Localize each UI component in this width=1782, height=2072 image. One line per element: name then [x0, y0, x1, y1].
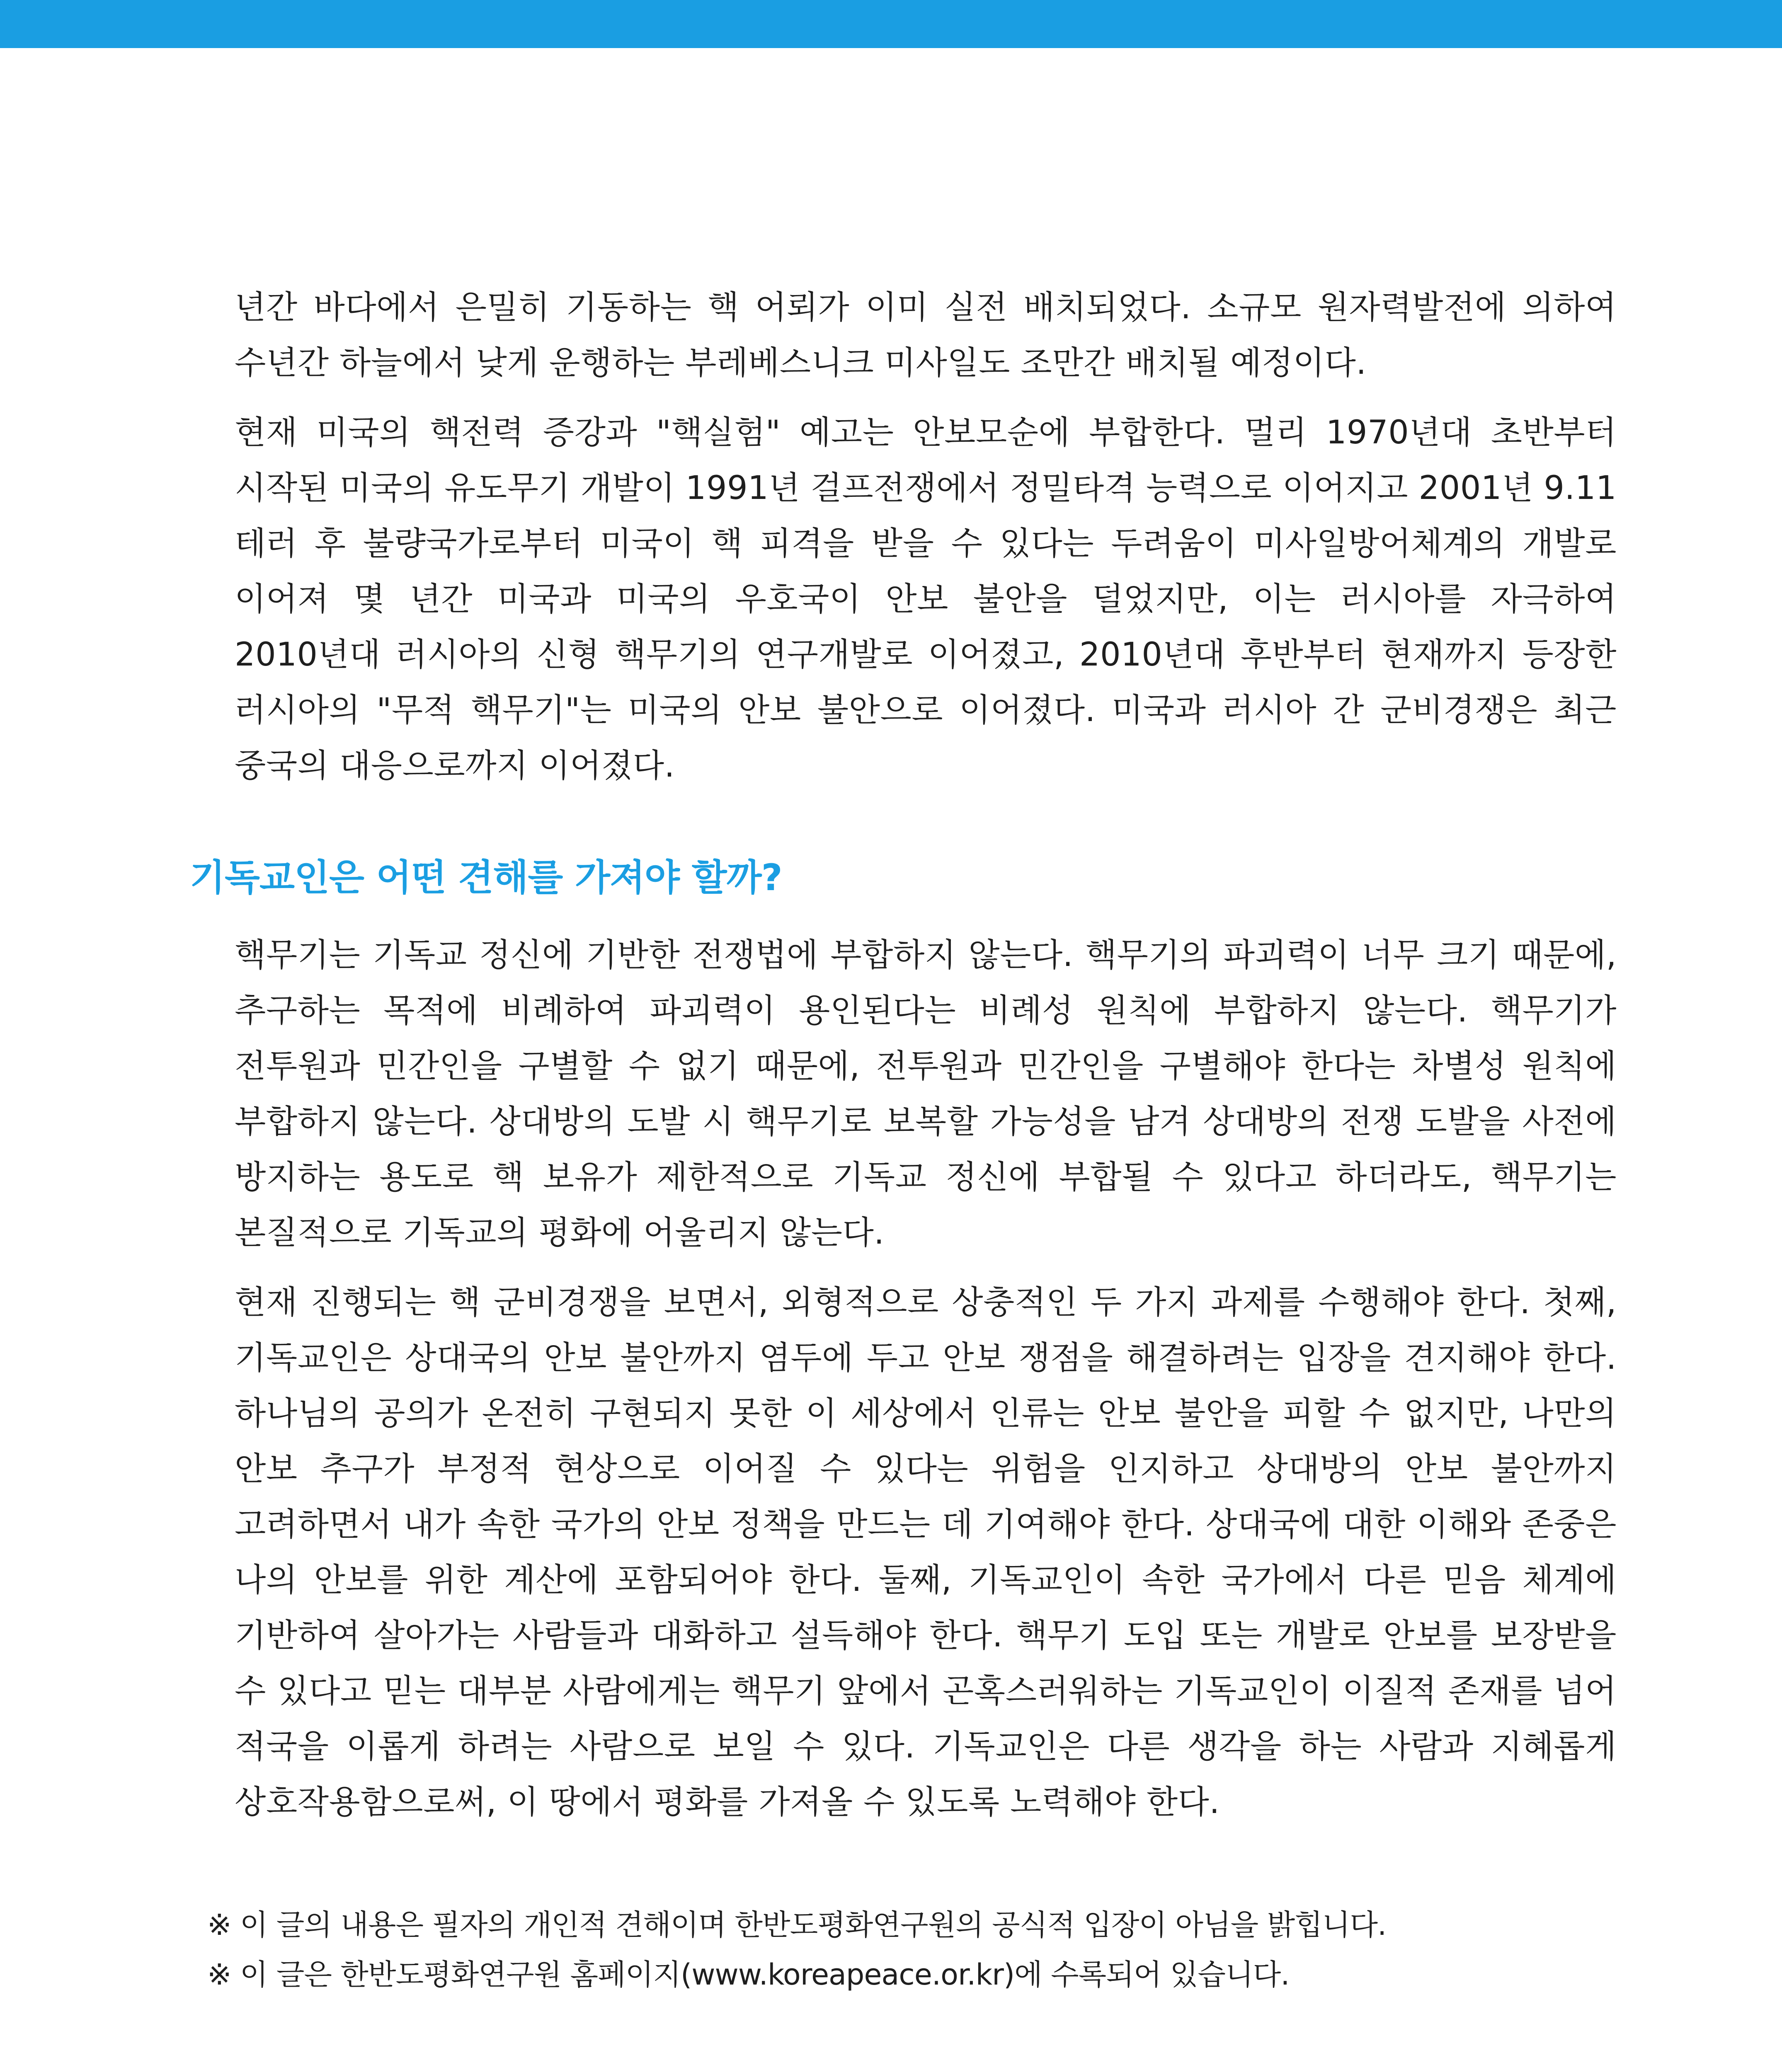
article-body-bottom	[235, 927, 1617, 1844]
disclaimer-notes	[207, 1900, 1658, 1999]
note-opinion: ※ 이 글의 내용은 필자의 개인적 견해이며 한반도평화연구원의 공식적 입장이 아님을 밝힙니다.	[207, 1908, 1387, 1942]
top-accent-bar	[0, 0, 1782, 48]
article-body-top	[235, 280, 1617, 808]
paragraph-3: 핵무기는 기독교 정신에 기반한 전쟁법에 부합하지 않는다. 핵무기의 파괴력이 너무 크기 때문에, 추구하는 목적에 비례하여 파괴력이 용인된다는 비례성 원칙에 부합하지 않는다. 핵무기가 전투원과 민간인을 구별할 수 없기 때문에, 전투원과 민간인을 구별해야 한다는 차별성 원칙에 부합하지 않는다. 상대방의 도발 시 핵무기로 보복할 가능성을 남겨 상대방의 전쟁 도발을 사전에 방지하는 용도로 핵 보유가 제한적으로 기독교 정신에 부합될 수 있다고 하더라도, 핵무기는 본질적으로 기독교의 평화에 어울리지 않는다.	[235, 937, 1617, 1251]
paragraph-4: 현재 진행되는 핵 군비경쟁을 보면서, 외형적으로 상충적인 두 가지 과제를 수행해야 한다. 첫째, 기독교인은 상대국의 안보 불안까지 염두에 두고 안보 쟁점을 해결하려는 입장을 견지해야 한다. 하나님의 공의가 온전히 구현되지 못한 이 세상에서 인류는 안보 불안을 피할 수 없지만, 나만의 안보 추구가 부정적 현상으로 이어질 수 있다는 위험을 인지하고 상대방의 안보 불안까지 고려하면서 내가 속한 국가의 안보 정책을 만드는 데 기여해야 한다. 상대국에 대한 이해와 존중은 나의 안보를 위한 계산에 포함되어야 한다. 둘째, 기독교인이 속한 국가에서 다른 믿음 체계에 기반하여 살아가는 사람들과 대화하고 설득해야 한다. 핵무기 도입 또는 개발로 안보를 보장받을 수 있다고 믿는 대부분 사람에게는 핵무기 앞에서 곤혹스러워하는 기독교인이 이질적 존재를 넘어 적국을 이롭게 하려는 사람으로 보일 수 있다. 기독교인은 다른 생각을 하는 사람과 지혜롭게 상호작용함으로써, 이 땅에서 평화를 가져올 수 있도록 노력해야 한다.	[235, 1284, 1617, 1821]
paragraph-2: 현재 미국의 핵전력 증강과 "핵실험" 예고는 안보모순에 부합한다. 멀리 1970년대 초반부터 시작된 미국의 유도무기 개발이 1991년 걸프전쟁에서 정밀타격 능력으로 이어지고 2001년 9.11 테러 후 불량국가로부터 미국이 핵 피격을 받을 수 있다는 두려움이 미사일방어체계의 개발로 이어져 몇 년간 미국과 미국의 우호국이 안보 불안을 덜었지만, 이는 러시아를 자극하여 2010년대 러시아의 신형 핵무기의 연구개발로 이어졌고, 2010년대 후반부터 현재까지 등장한 러시아의 "무적 핵무기"는 미국의 안보 불안으로 이어졌다. 미국과 러시아 간 군비경쟁은 최근 중국의 대응으로까지 이어졌다.	[235, 414, 1617, 784]
section-heading: 기독교인은 어떤 견해를 가져야 할까?	[190, 856, 782, 899]
paragraph-1: 년간 바다에서 은밀히 기동하는 핵 어뢰가 이미 실전 배치되었다. 소규모 원자력발전에 의하여 수년간 하늘에서 낮게 운행하는 부레베스니크 미사일도 조만간 배치될 예정이다.	[235, 289, 1617, 382]
note-website: ※ 이 글은 한반도평화연구원 홈페이지(www.koreapeace.or.kr)에 수록되어 있습니다.	[207, 1958, 1290, 1992]
